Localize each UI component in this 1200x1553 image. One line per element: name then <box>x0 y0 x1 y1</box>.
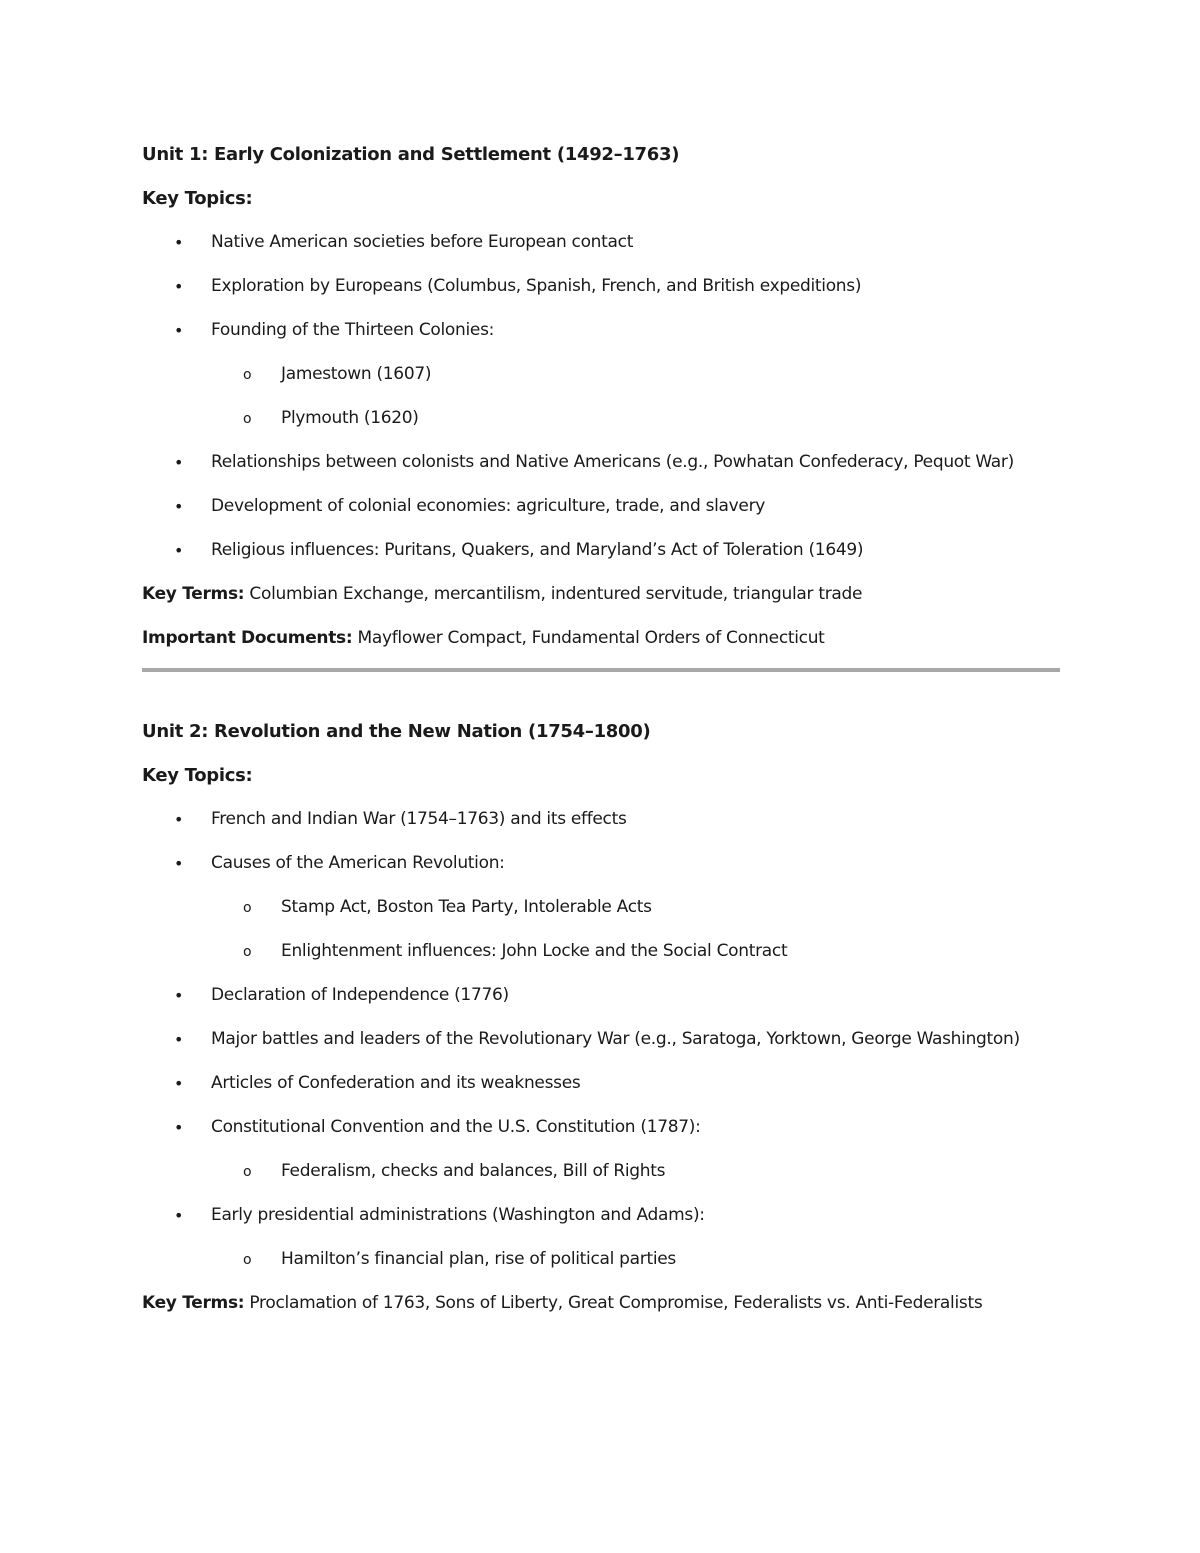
important-documents-label: Important Documents: <box>142 628 353 648</box>
section-divider <box>142 668 1060 672</box>
topic-text: Native American societies before European contact <box>211 232 634 252</box>
sub-list-item <box>209 937 1060 966</box>
sub-topic-text: Stamp Act, Boston Tea Party, Intolerable Acts <box>281 897 652 917</box>
document-page <box>142 140 1060 1333</box>
list-item <box>142 272 1060 301</box>
bullet-icon: • <box>174 1074 184 1093</box>
unit-2-topic-list <box>142 805 1060 1274</box>
topic-text: Relationships between colonists and Native Americans (e.g., Powhatan Confederacy, Pequot War) <box>211 452 1014 472</box>
bullet-icon: • <box>174 233 184 252</box>
topic-text: Development of colonial economies: agriculture, trade, and slavery <box>211 496 766 516</box>
list-item <box>142 849 1060 966</box>
bullet-icon: • <box>174 453 184 472</box>
unit-1-title: Unit 1: Early Colonization and Settlement (1492–1763) <box>142 144 680 165</box>
bullet-icon: • <box>174 1206 184 1225</box>
topic-text: French and Indian War (1754–1763) and its effects <box>211 809 627 829</box>
circle-bullet-icon: o <box>243 1164 252 1180</box>
bullet-icon: • <box>174 321 184 340</box>
bullet-icon: • <box>174 1030 184 1049</box>
bullet-icon: • <box>174 986 184 1005</box>
list-item <box>142 1201 1060 1274</box>
circle-bullet-icon: o <box>243 411 252 427</box>
important-documents-text: Mayflower Compact, Fundamental Orders of Connecticut <box>357 628 825 648</box>
topic-text: Constitutional Convention and the U.S. Constitution (1787): <box>211 1117 701 1137</box>
unit-1-topic-list <box>142 228 1060 565</box>
list-item <box>142 536 1060 565</box>
circle-bullet-icon: o <box>243 900 252 916</box>
unit-1-important-documents <box>142 624 1060 653</box>
topic-text: Exploration by Europeans (Columbus, Spanish, French, and British expeditions) <box>211 276 862 296</box>
key-terms-text: Proclamation of 1763, Sons of Liberty, Great Compromise, Federalists vs. Anti-Federalists <box>249 1293 983 1313</box>
topic-text: Founding of the Thirteen Colonies: <box>211 320 495 340</box>
sub-topic-text: Enlightenment influences: John Locke and the Social Contract <box>281 941 788 961</box>
list-item <box>142 981 1060 1010</box>
unit-2-key-terms <box>142 1289 1060 1318</box>
sub-list-item <box>209 893 1060 922</box>
sub-topic-text: Plymouth (1620) <box>281 408 419 428</box>
sub-topic-text: Federalism, checks and balances, Bill of Rights <box>281 1161 666 1181</box>
unit-2-section <box>142 717 1060 1318</box>
topic-text: Causes of the American Revolution: <box>211 853 505 873</box>
bullet-icon: • <box>174 810 184 829</box>
circle-bullet-icon: o <box>243 1252 252 1268</box>
unit-1-key-terms <box>142 580 1060 609</box>
circle-bullet-icon: o <box>243 367 252 383</box>
sub-list <box>211 1157 1060 1186</box>
sub-list-item <box>209 1157 1060 1186</box>
topic-text: Early presidential administrations (Washington and Adams): <box>211 1205 705 1225</box>
list-item <box>142 1113 1060 1186</box>
sub-topic-text: Jamestown (1607) <box>281 364 432 384</box>
bullet-icon: • <box>174 854 184 873</box>
sub-list-item <box>209 360 1060 389</box>
bullet-icon: • <box>174 497 184 516</box>
unit-1-section <box>142 140 1060 653</box>
list-item <box>142 492 1060 521</box>
key-terms-text: Columbian Exchange, mercantilism, indentured servitude, triangular trade <box>249 584 863 604</box>
sub-list <box>211 360 1060 433</box>
topic-text: Articles of Confederation and its weaknesses <box>211 1073 581 1093</box>
list-item <box>142 228 1060 257</box>
list-item <box>142 316 1060 433</box>
topic-text: Religious influences: Puritans, Quakers, and Maryland’s Act of Toleration (1649) <box>211 540 864 560</box>
sub-list <box>211 893 1060 966</box>
sub-list <box>211 1245 1060 1274</box>
unit-1-key-topics-label: Key Topics: <box>142 188 253 209</box>
unit-2-key-topics-label: Key Topics: <box>142 765 253 786</box>
sub-list-item <box>209 404 1060 433</box>
bullet-icon: • <box>174 541 184 560</box>
unit-2-title: Unit 2: Revolution and the New Nation (1754–1800) <box>142 721 651 742</box>
bullet-icon: • <box>174 277 184 296</box>
sub-list-item <box>209 1245 1060 1274</box>
topic-text: Declaration of Independence (1776) <box>211 985 509 1005</box>
list-item <box>142 1025 1060 1054</box>
list-item <box>142 448 1060 477</box>
sub-topic-text: Hamilton’s financial plan, rise of political parties <box>281 1249 676 1269</box>
list-item <box>142 1069 1060 1098</box>
bullet-icon: • <box>174 1118 184 1137</box>
key-terms-label: Key Terms: <box>142 584 245 604</box>
circle-bullet-icon: o <box>243 944 252 960</box>
key-terms-label: Key Terms: <box>142 1293 245 1313</box>
topic-text: Major battles and leaders of the Revolutionary War (e.g., Saratoga, Yorktown, George Washington) <box>211 1029 1020 1049</box>
list-item <box>142 805 1060 834</box>
